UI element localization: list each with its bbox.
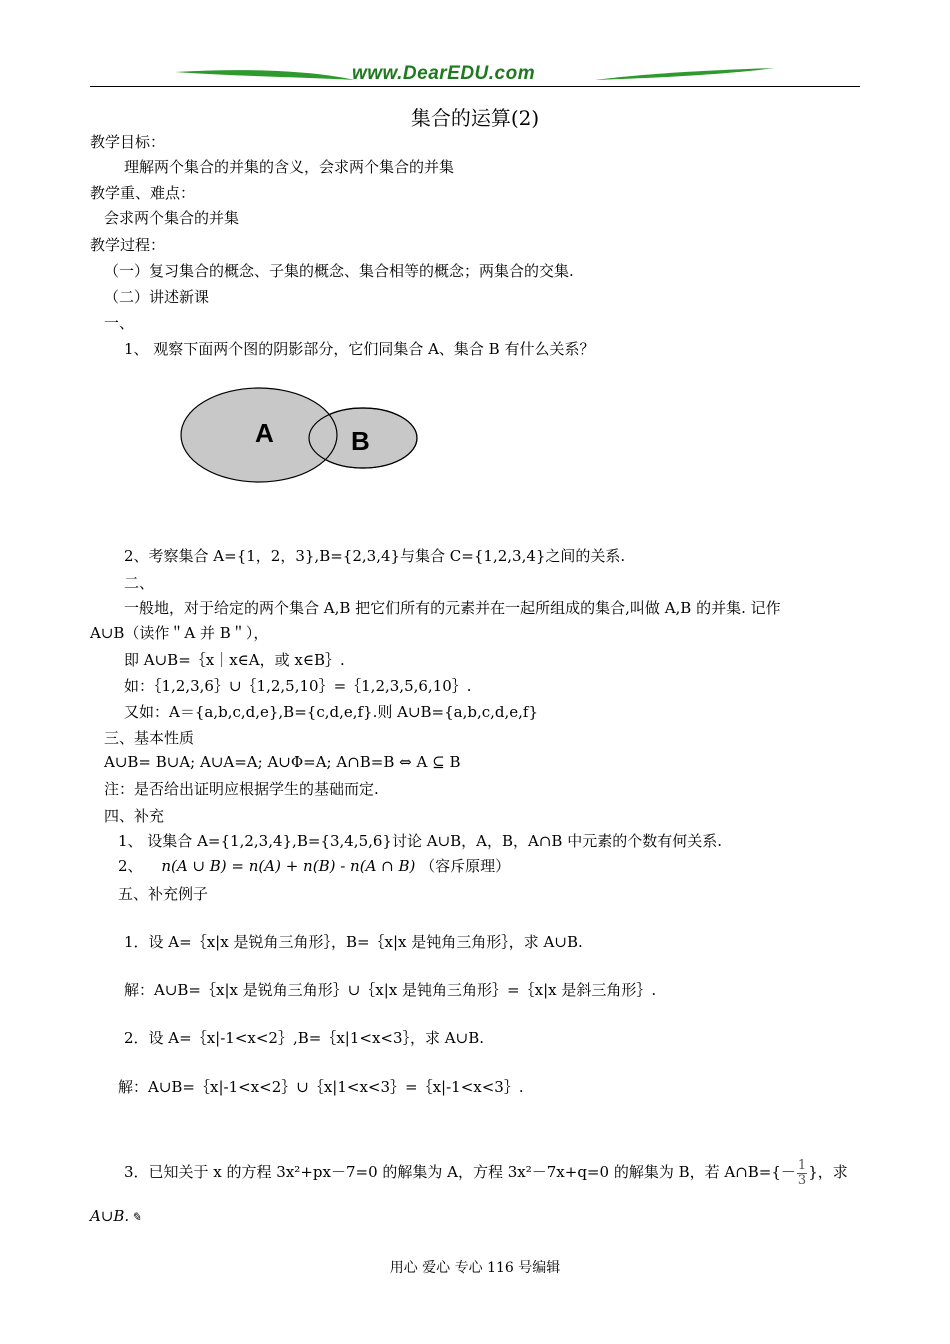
process-review: （一）复习集合的概念、子集的概念、集合相等的概念；两集合的交集. — [104, 262, 574, 280]
example1-question: 1．设 A=｛x|x 是锐角三角形｝，B=｛x|x 是钝角三角形｝，求 A∪B. — [124, 933, 583, 951]
part1-question2: 2、考察集合 A={1，2，3},B={2,3,4}与集合 C={1,2,3,4}之间的关系. — [124, 547, 626, 565]
goals-heading: 教学目标： — [90, 133, 166, 151]
union-definition-line1: 一般地，对于给定的两个集合 A,B 把它们所有的元素并在一起所组成的集合,叫做 A,B 的并集. 记作 — [124, 599, 781, 617]
union-formula: 即 A∪B=｛x｜x∈A，或 x∈B｝. — [124, 651, 345, 669]
example1-answer: 解：A∪B=｛x|x 是锐角三角形｝∪｛x|x 是钝角三角形｝=｛x|x 是斜三角形｝. — [124, 981, 657, 999]
page-footer: 用心 爱心 专心 116 号编辑 — [389, 1260, 561, 1276]
site-url: www.DearEDU.com — [352, 63, 536, 84]
supplement-item2 — [118, 856, 510, 876]
part5-label: 五、补充例子 — [118, 885, 209, 903]
pen-icon: ✎ — [131, 1210, 142, 1224]
example3-union: A∪B. — [90, 1207, 130, 1225]
keypoints-text: 会求两个集合的并集 — [104, 209, 240, 227]
page-title: 集合的运算(2) — [410, 106, 540, 130]
union-example2: 又如：A＝{a,b,c,d,e},B={c,d,e,f}.则 A∪B={a,b,c,d,e,f} — [124, 703, 539, 721]
fraction-denominator: 3 — [797, 1172, 807, 1188]
part3-label: 三、基本性质 — [104, 729, 195, 747]
part2-label: 二、 — [124, 574, 155, 592]
example3-text: 3．已知关于 x 的方程 3x²+px－7=0 的解集为 A，方程 3x²－7x+q=0 的解集为 B，若 A∩B={－ — [124, 1163, 796, 1181]
example2-answer: 解：A∪B=｛x|-1<x<2｝∪｛x|1<x<3｝=｛x|-1<x<3｝. — [118, 1078, 524, 1096]
process-new-lesson: （二）讲述新课 — [104, 288, 210, 306]
basic-properties: A∪B= B∪A; A∪A=A; A∪Φ=A; A∩B=B ⇔ A ⊆ B — [104, 753, 461, 771]
part4-label: 四、补充 — [104, 807, 165, 825]
goals-text: 理解两个集合的并集的含义，会求两个集合的并集 — [124, 158, 455, 176]
supplement-item1: 1、 设集合 A={1,2,3,4},B={3,4,5,6}讨论 A∪B，A，B，A∩B 中元素的个数有何关系. — [118, 832, 722, 850]
example3-question — [124, 1157, 848, 1188]
proof-note: 注：是否给出证明应根据学生的基础而定. — [104, 780, 379, 798]
inclusion-exclusion-formula: n(A ∪ B) = n(A) + n(B) - n(A ∩ B) — [161, 857, 416, 875]
fraction-one-third — [797, 1159, 807, 1188]
keypoints-heading: 教学重、难点： — [90, 184, 196, 202]
venn-label-a: A — [255, 418, 274, 448]
inclusion-exclusion-note: （容斥原理） — [420, 857, 511, 875]
example3-text-tail: }，求 — [808, 1163, 848, 1181]
union-definition-line2: A∪B（读作＂A 并 B＂）， — [90, 624, 269, 642]
item2-number: 2、 — [118, 857, 143, 875]
part1-question1: 1、 观察下面两个图的阴影部分，它们同集合 A、集合 B 有什么关系？ — [124, 340, 595, 358]
venn-diagram — [175, 385, 425, 490]
fraction-numerator: 1 — [797, 1157, 807, 1173]
example3-end — [90, 1206, 141, 1227]
header-rule — [90, 86, 860, 87]
example2-question: 2．设 A=｛x|-1<x<2｝,B=｛x|1<x<3｝，求 A∪B. — [124, 1029, 484, 1047]
part1-label: 一、 — [104, 314, 135, 332]
venn-label-b: B — [351, 426, 370, 456]
union-example1: 如：｛1,2,3,6｝∪｛1,2,5,10｝=｛1,2,3,5,6,10｝. — [124, 677, 472, 695]
process-heading: 教学过程： — [90, 236, 166, 254]
